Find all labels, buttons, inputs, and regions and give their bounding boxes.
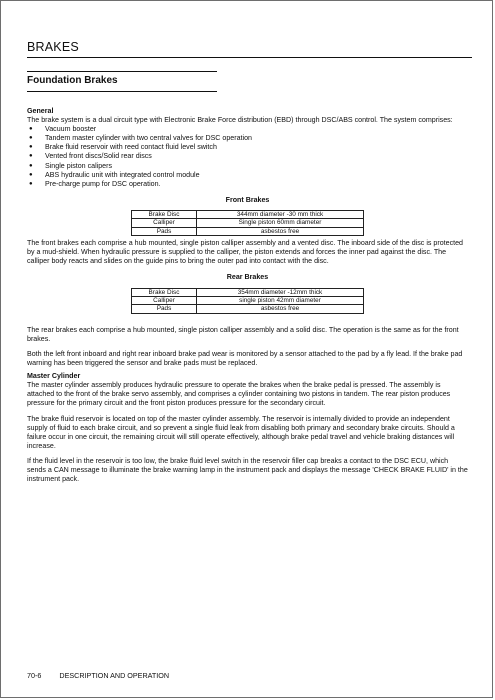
header-rule <box>27 57 472 58</box>
table-cell: 354mm diameter -12mm thick <box>197 288 364 296</box>
page-number: 70-6 <box>27 671 42 680</box>
table-row <box>132 305 364 313</box>
list-item: ● Pre-charge pump for DSC operation. <box>27 180 468 189</box>
rear-brakes-paragraph: The rear brakes each comprise a hub mounted, single piston calliper assembly and a solid disc. The operation is the same as for the front brakes. <box>27 325 459 343</box>
section-title: BRAKES <box>27 40 79 54</box>
subsection-bottom-rule <box>27 91 217 92</box>
table-cell: Brake Disc <box>132 210 197 218</box>
master-cylinder-paragraph: The master cylinder assembly produces hydraulic pressure to operate the brakes when the brake pedal is pressed. The assembly is attached to the front of the brake servo assembly, and comprises a cylinder containing two pistons in tandem. The rear piston produces pressure for the primary circuit and the front piston produces pressure for the secondary circuit. <box>27 381 451 408</box>
table-row <box>132 296 364 304</box>
table-cell: single piston 42mm diameter <box>197 296 364 304</box>
rear-brakes-caption: Rear Brakes <box>226 273 269 282</box>
list-item: ● Tandem master cylinder with two central valves for DSC operation <box>27 134 468 143</box>
list-item: ● ABS hydraulic unit with integrated control module <box>27 171 468 180</box>
subsection-top-rule <box>27 71 217 72</box>
front-brakes-table <box>131 210 364 236</box>
general-intro: The brake system is a dual circuit type with Electronic Brake Force distribution (EBD) through DSC/ABS control. The system comprises: <box>27 116 453 125</box>
page-content <box>27 107 468 484</box>
table-row <box>132 227 364 235</box>
table-row <box>132 210 364 218</box>
master-cylinder-heading: Master Cylinder <box>27 372 81 381</box>
table-row <box>132 288 364 296</box>
table-row <box>132 219 364 227</box>
table-cell: Calliper <box>132 219 197 227</box>
table-cell: Brake Disc <box>132 288 197 296</box>
table-cell: asbestos free <box>197 305 364 313</box>
page-footer <box>27 671 169 680</box>
system-components-list <box>27 125 468 189</box>
table-cell: Pads <box>132 227 197 235</box>
general-heading: General <box>27 107 54 115</box>
front-brakes-caption: Front Brakes <box>225 195 270 204</box>
subsection-title: Foundation Brakes <box>27 75 118 86</box>
table-cell: 344mm diameter -30 mm thick <box>197 210 364 218</box>
rear-brakes-table <box>131 288 364 314</box>
table-cell: Calliper <box>132 296 197 304</box>
fluid-level-paragraph: If the fluid level in the reservoir is too low, the brake fluid level switch in the reservoir filler cap breaks a contact to the DSC ECU, which sends a CAN message to illuminate the brake warning lamp in the instrument pack and displays the message 'CHECK BRAKE FLUID' in the instrument pack. <box>27 456 468 484</box>
list-item: ● Vacuum booster <box>27 125 468 134</box>
list-item: ● Single piston calipers <box>27 162 468 171</box>
pad-wear-paragraph: Both the left front inboard and right rear inboard brake pad wear is monitored by a sensor attached to the pad by a fly lead. If the brake pad warning has been triggered the sensor and brake pads must be replaced. <box>27 349 463 368</box>
list-item: ● Vented front discs/Solid rear discs <box>27 152 468 161</box>
footer-title: DESCRIPTION AND OPERATION <box>59 671 170 680</box>
front-brakes-paragraph: The front brakes each comprise a hub mounted, single piston calliper assembly and a vented disc. The inboard side of the disc is protected by a mud-shield. When hydraulic pressure is supplied to the calliper, the piston extends and forces the inner pad against the disc. The calliper body reacts and slides on the guide pins to bring the outer pad into contact with the disc. <box>27 239 463 266</box>
table-cell: Pads <box>132 305 197 313</box>
table-cell: Single piston 60mm diameter <box>197 219 364 227</box>
reservoir-paragraph: The brake fluid reservoir is located on top of the master cylinder assembly. The reservoir is internally divided to provide an independent supply of fluid to each brake circuit, and so prevent a single fluid leak from disabling both primary and secondary brake circuits. Should a failure occur in one circuit, the remaining circuit will still operate effectively, although brake pedal travel and vehicle braking distances will increase. <box>27 414 455 450</box>
list-item: ● Brake fluid reservoir with reed contact fluid level switch <box>27 143 468 152</box>
table-cell: asbestos free <box>197 227 364 235</box>
